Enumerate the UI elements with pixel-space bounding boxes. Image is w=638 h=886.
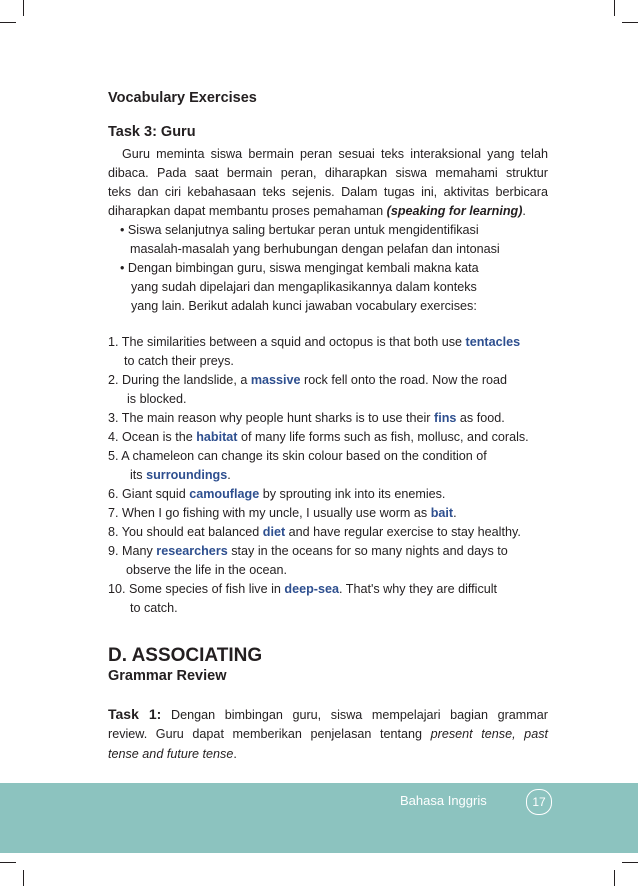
bullet-continuation: masalah-masalah yang berhubungan dengan pelafan dan intonasi: [130, 242, 500, 256]
answer-text: 10. Some species of fish live in: [108, 582, 285, 596]
answer-text: by sprouting ink into its enemies.: [259, 487, 446, 501]
task1-line: [108, 705, 548, 725]
intro-text: diharapkan dapat membantu proses pemahaman: [108, 204, 387, 218]
answer-2-cont: is blocked.: [127, 392, 187, 406]
vocab-word: surroundings: [146, 468, 228, 482]
crop-mark: [23, 0, 24, 16]
answer-6: [108, 485, 445, 504]
crop-mark: [622, 22, 638, 23]
crop-mark: [614, 0, 615, 16]
vocab-word: tentacles: [465, 335, 521, 349]
intro-line: Guru meminta siswa bermain peran sesuai teks interaksional yang telah: [122, 147, 548, 161]
bullet-continuation: yang sudah dipelajari dan mengaplikasikannya dalam konteks: [131, 280, 477, 294]
task1-end: .: [233, 747, 237, 761]
answer-text: 2. During the landslide, a: [108, 373, 251, 387]
answer-4: [108, 428, 529, 447]
answer-text: 7. When I go fishing with my uncle, I usually use worm as: [108, 506, 431, 520]
answer-1: [108, 333, 520, 352]
intro-line: dibaca. Pada saat bermain peran, diharapkan siswa memahami struktur: [108, 166, 548, 180]
intro-end: .: [522, 204, 526, 218]
task1-line: [108, 725, 548, 744]
footer-book-title: Bahasa Inggris: [400, 793, 487, 808]
crop-mark: [622, 862, 638, 863]
answer-text: of many life forms such as fish, mollusc, and corals.: [237, 430, 529, 444]
vocab-word: diet: [262, 525, 286, 539]
crop-mark: [0, 862, 16, 863]
vocab-word: camouflage: [189, 487, 260, 501]
vocab-word: massive: [250, 373, 301, 387]
bullet-item: • Siswa selanjutnya saling bertukar peran untuk mengidentifikasi: [120, 223, 479, 237]
answer-text: . That's why they are difficult: [339, 582, 498, 596]
crop-mark: [0, 22, 16, 23]
answer-text: as food.: [456, 411, 505, 425]
answer-text: 9. Many: [108, 544, 157, 558]
crop-mark: [23, 870, 24, 886]
answer-text: its: [130, 468, 147, 482]
answer-text: .: [453, 506, 457, 520]
page-number: 17: [526, 789, 552, 815]
answer-9: [108, 542, 508, 561]
answer-text: 1. The similarities between a squid and octopus is that both use: [108, 335, 466, 349]
answer-5: 5. A chameleon can change its skin colour based on the condition of: [108, 449, 487, 463]
task1-label: Task 1:: [108, 706, 162, 722]
answer-2: [108, 371, 507, 390]
answer-text: rock fell onto the road. Now the road: [300, 373, 508, 387]
answer-text: 6. Giant squid: [108, 487, 190, 501]
vocab-word: bait: [430, 506, 454, 520]
tense-terms: tense and future tense: [108, 747, 234, 761]
answer-3: [108, 409, 505, 428]
vocabulary-heading: Vocabulary Exercises: [108, 90, 257, 106]
task1-text: Dengan bimbingan guru, siswa mempelajari bagian grammar: [170, 708, 548, 722]
task3-heading: Task 3: Guru: [108, 124, 196, 140]
answer-10: [108, 580, 497, 599]
associating-heading: D. ASSOCIATING: [108, 645, 263, 666]
grammar-review-heading: Grammar Review: [108, 668, 227, 684]
bullet-continuation: yang lain. Berikut adalah kunci jawaban vocabulary exercises:: [131, 299, 477, 313]
answer-1-cont: to catch their preys.: [124, 354, 234, 368]
answer-text: stay in the oceans for so many nights and days to: [227, 544, 508, 558]
answer-5-cont: [130, 466, 231, 485]
vocab-word: researchers: [156, 544, 228, 558]
answer-text: 3. The main reason why people hunt sharks is to use their: [108, 411, 434, 425]
intro-line: teks dan ciri kebahasaan teks sejenis. Dalam tugas ini, aktivitas berbicara: [108, 185, 548, 199]
bullet-item: • Dengan bimbingan guru, siswa mengingat kembali makna kata: [120, 261, 479, 275]
answer-9-cont: observe the life in the ocean.: [126, 563, 288, 577]
answer-8: [108, 523, 521, 542]
vocab-word: deep-sea: [284, 582, 340, 596]
answer-7: [108, 504, 457, 523]
answer-text: .: [227, 468, 231, 482]
tense-terms: present tense, past: [430, 727, 548, 741]
task1-line: [108, 745, 237, 764]
answer-text: 8. You should eat balanced: [108, 525, 263, 539]
answer-text: and have regular exercise to stay healthy.: [285, 525, 521, 539]
vocab-word: fins: [434, 411, 457, 425]
intro-line-last: [108, 202, 526, 221]
task1-text: review. Guru dapat memberikan penjelasan tentang: [108, 727, 431, 741]
answer-text: 4. Ocean is the: [108, 430, 197, 444]
crop-mark: [614, 870, 615, 886]
vocab-word: habitat: [196, 430, 238, 444]
answer-10-cont: to catch.: [130, 601, 178, 615]
speaking-for-learning: (speaking for learning): [386, 204, 523, 218]
